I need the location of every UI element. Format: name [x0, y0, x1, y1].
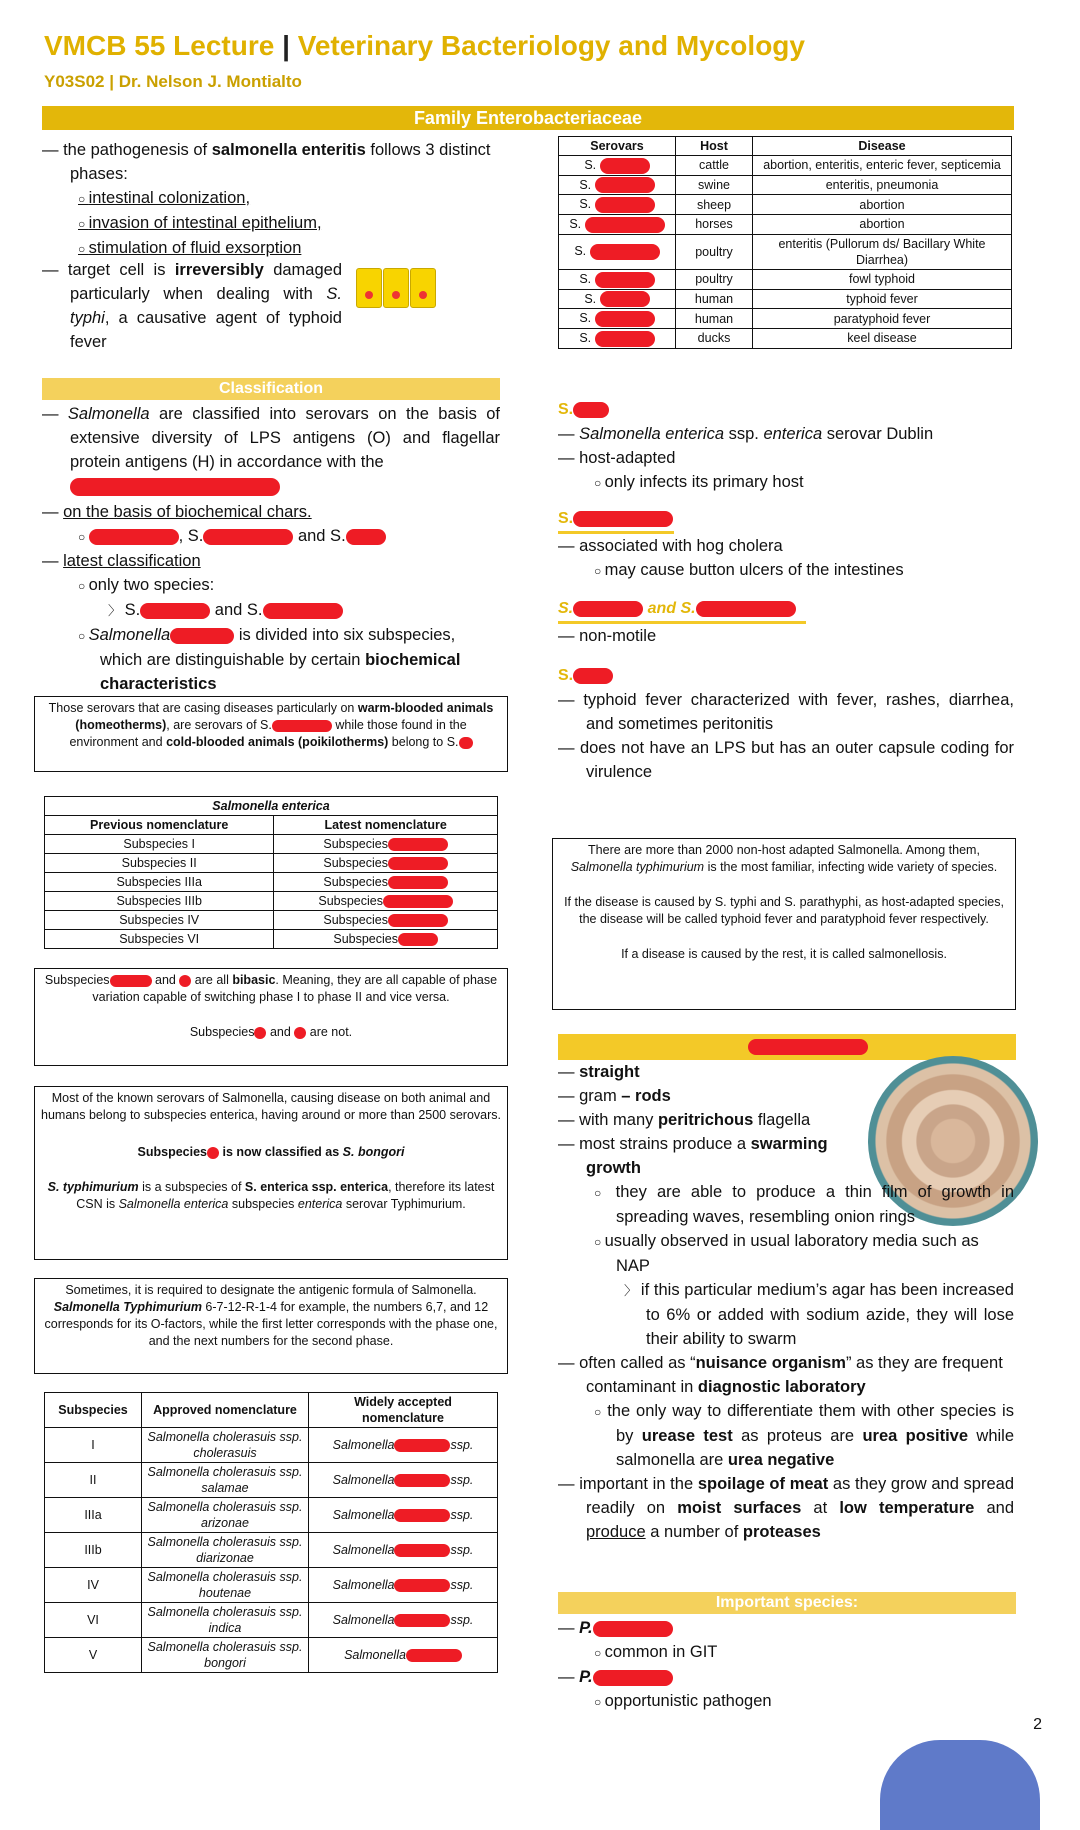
serovar-heading: S. — [558, 664, 1014, 688]
table-header: Subspecies — [45, 1393, 142, 1428]
table-row: IV Salmonella cholerasuis ssp. houtenae Salmonella ssp. — [45, 1568, 498, 1603]
table-row: S. poultry fowl typhoid — [559, 269, 1012, 289]
table-header: Previous nomenclature — [45, 816, 274, 835]
table-row: II Salmonella cholerasuis ssp. salamae Salmonella ssp. — [45, 1463, 498, 1498]
note-box-warm-blooded: Those serovars that are casing diseases particularly on warm-blooded animals (homeotherms), are serovars of S. while those found in the environment and cold-blooded animals (poikilotherms) belong to S. — [34, 696, 508, 772]
table-row: Subspecies IIIa Subspecies — [45, 873, 498, 892]
target-cell-text: — target cell is irreversibly damaged particularly when dealing with S. typhi, a causative agent of typhoid fever — [42, 258, 342, 354]
table-row: S. horses abortion — [559, 215, 1012, 235]
table-row: I Salmonella cholerasuis ssp. cholerasuis Salmonella ssp. — [45, 1428, 498, 1463]
table-row: S. cattle abortion, enteritis, enteric fever, septicemia — [559, 156, 1012, 176]
serovar-heading: S. and S. — [558, 597, 806, 624]
pathogenesis-block — [42, 138, 504, 261]
note-box-non-host-adapted: There are more than 2000 non-host adapted Salmonella. Among them, Salmonella typhimurium is the most familiar, infecting wide variety of species. If the disease is caused by S. typhi and S. parathyphi, as host-adapted species, the disease will be called typhoid fever and paratyphoid fever respectively. If a disease is caused by the rest, it is called salmonellosis. — [552, 838, 1016, 1010]
table-caption: Salmonella enterica — [45, 797, 498, 816]
serovar-table — [558, 136, 1012, 349]
proteus-block: — straight — gram – rods — with many peritrichous flagella — most strains produce a swarming growth ○ they are able to produce a thin film of growth in spreading waves, resembling onion rings ○ usually observed in usual laboratory media such as NAP 〉 if this particular medium’s agar has been increased to 6% or added with sodium azide, they will lose their ability to swarm — often called as “nuisance organism” as they are frequent contaminant in diagnostic laboratory ○ the only way to differentiate them with other species is by urease test as proteus are urea positive while salmonella are urea negative — important in the spoilage of meat as they grow and spread readily on moist surfaces at low temperature and produce a number of proteases — [558, 1060, 1014, 1544]
table-header: Approved nomenclature — [142, 1393, 309, 1428]
classification-banner: Classification — [42, 378, 500, 400]
page-subtitle: Y03S02 | Dr. Nelson J. Montialto — [44, 72, 302, 91]
page-number: 2 — [1033, 1716, 1042, 1733]
table-row: Subspecies IIIb Subspecies — [45, 892, 498, 911]
note-box-known-serovars: Most of the known serovars of Salmonella, causing disease on both animal and humans belong to subspecies enterica, having around or more than 2500 serovars. Subspecies is now classified as S. bongori S. typhimurium is a subspecies of S. enterica ssp. enterica, therefore its latest CSN is Salmonella enterica subspecies enterica serovar Typhimurium. — [34, 1086, 508, 1260]
title-course: VMCB 55 Lecture — [44, 30, 275, 61]
important-species-banner: Important species: — [558, 1592, 1016, 1614]
table-row: Subspecies I Subspecies — [45, 835, 498, 854]
table-row: S. swine enteritis, pneumonia — [559, 175, 1012, 195]
serovar-heading: S. — [558, 398, 1014, 422]
note-box-bibasic: Subspecies and are all bibasic. Meaning, they are all capable of phase variation capable of switching phase I to phase II and vice versa. Subspecies and are not. — [34, 968, 508, 1066]
table-header: Disease — [753, 137, 1012, 156]
table-row: S. human typhoid fever — [559, 289, 1012, 309]
table-row: Subspecies VI Subspecies — [45, 930, 498, 949]
table-header: Serovars — [559, 137, 676, 156]
title-subject: Veterinary Bacteriology and Mycology — [297, 30, 805, 61]
serovar-notes: S. — Salmonella enterica ssp. enterica serovar Dublin — host-adapted ○ only infects its primary host S. — associated with hog cholera ○ may cause button ulcers of the intestines S. and S. — non-motile S. — typhoid fever characterized with fever, rashes, diarrhea, and sometimes peritonitis — does not have an LPS but has an outer capsule coding for virulence — [558, 398, 1014, 784]
phase-item: ○ intestinal colonization, — [42, 186, 504, 211]
table-row: S. sheep abortion — [559, 195, 1012, 215]
table-header: Host — [676, 137, 753, 156]
title-separator: | — [274, 30, 298, 61]
table-row: VI Salmonella cholerasuis ssp. indica Salmonella ssp. — [45, 1603, 498, 1638]
section-banner: Family Enterobacteriaceae — [42, 106, 1014, 130]
pathogenesis-intro: — the pathogenesis of salmonella enteritis follows 3 distinct phases: — [42, 138, 504, 186]
important-species-list: — P. ○ common in GIT — P. ○ opportunistic pathogen — [558, 1616, 1014, 1714]
page-title — [44, 30, 805, 62]
subspecies-table — [44, 796, 498, 949]
classification-block: — Salmonella are classified into serovars on the basis of extensive diversity of LPS antigens (O) and flagellar protein antigens (H) in accordance with the — on the basis of biochemical chars. ○ , S. and S. — latest classification ○ only two species: 〉 S. and S. ○ Salmonella is divided into six subspecies, which are distinguishable by certain biochemical characteristics — [42, 402, 500, 696]
nomenclature-table — [44, 1392, 498, 1673]
table-row: Subspecies IV Subspecies — [45, 911, 498, 930]
table-row: S. ducks keel disease — [559, 328, 1012, 348]
epithelial-cells-illustration — [356, 268, 437, 313]
phase-item: ○ invasion of intestinal epithelium, — [42, 211, 504, 236]
table-row: IIIa Salmonella cholerasuis ssp. arizonae Salmonella ssp. — [45, 1498, 498, 1533]
table-row: IIIb Salmonella cholerasuis ssp. diarizonae Salmonella ssp. — [45, 1533, 498, 1568]
table-row: S. poultry enteritis (Pullorum ds/ Bacillary White Diarrhea) — [559, 234, 1012, 269]
table-row: V Salmonella cholerasuis ssp. bongori Salmonella — [45, 1638, 498, 1673]
scroll-handle[interactable] — [880, 1740, 1040, 1830]
note-box-antigenic-formula: Sometimes, it is required to designate the antigenic formula of Salmonella. Salmonella Typhimurium 6-7-12-R-1-4 for example, the numbers 6,7, and 12 corresponds for its O-factors, while the first letter corresponds with the phase one, and the next numbers for the second phase. — [34, 1278, 508, 1374]
table-row: S. human paratyphoid fever — [559, 309, 1012, 329]
phase-item: ○ stimulation of fluid exsorption — [42, 236, 504, 261]
serovar-heading: S. — [558, 507, 674, 534]
table-header: Widely accepted nomenclature — [309, 1393, 498, 1428]
table-header: Latest nomenclature — [274, 816, 498, 835]
table-row: Subspecies II Subspecies — [45, 854, 498, 873]
